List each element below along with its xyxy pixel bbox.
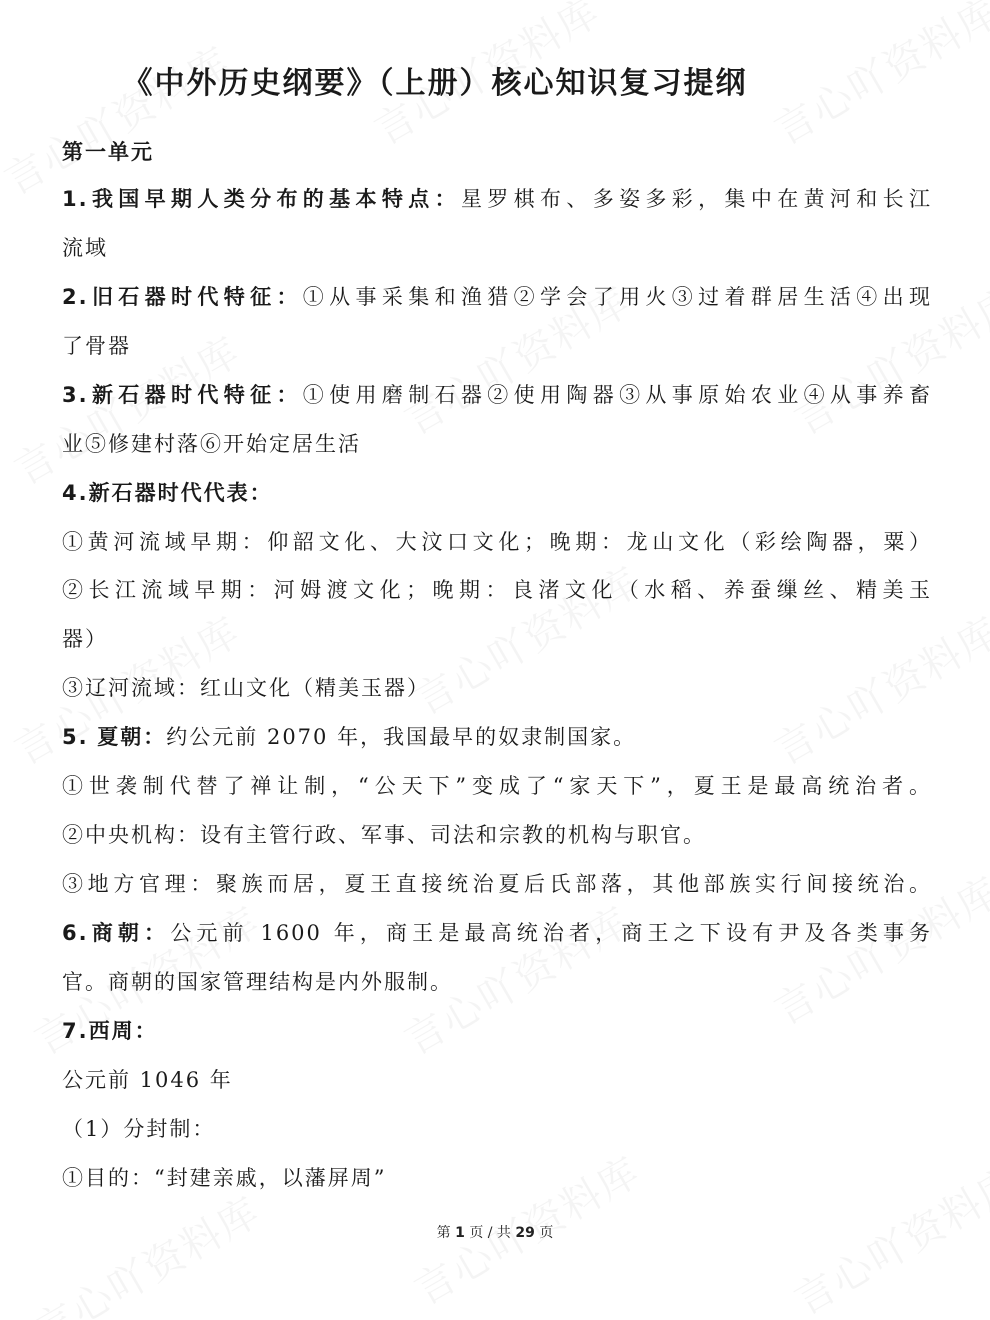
item-4-line-2: ②长江流域早期：河姆渡文化；晚期：良渚文化（水稻、养蚕缫丝、精美玉 <box>62 578 932 602</box>
item-5-line-3: ③地方官理：聚族而居，夏王直接统治夏后氏部落，其他部族实行间接统治。 <box>62 872 932 896</box>
item-7: 7.西周： <box>62 1019 158 1043</box>
item-4-line-1: ①黄河流域早期：仰韶文化、大汶口文化；晚期：龙山文化（彩绘陶器，粟） <box>62 530 932 554</box>
item-5-line-1: ①世袭制代替了禅让制，“公天下”变成了“家天下”，夏王是最高统治者。 <box>62 774 932 798</box>
item-4-line-2-cont: 器） <box>62 627 108 651</box>
item-2-cont: 了骨器 <box>62 334 131 358</box>
item-4-line-3: ③辽河流域：红山文化（精美玉器） <box>62 676 430 700</box>
item-1-cont: 流域 <box>62 236 108 260</box>
item-1: 1.我国早期人类分布的基本特点：星罗棋布、多姿多彩，集中在黄河和长江 <box>62 187 932 211</box>
item-6-cont: 官。商朝的国家管理结构是内外服制。 <box>62 970 453 994</box>
item-7-line-1: 公元前 1046 年 <box>62 1068 233 1092</box>
unit-heading: 第一单元 <box>62 140 154 164</box>
page-total: 29 <box>515 1225 535 1241</box>
page-footer: 第 1 页 / 共 29 页 <box>436 1225 554 1241</box>
item-3-cont: 业⑤修建村落⑥开始定居生活 <box>62 432 361 456</box>
document-title: 《中外历史纲要》（上册）核心知识复习提纲 <box>122 66 748 101</box>
item-3: 3.新石器时代特征：①使用磨制石器②使用陶器③从事原始农业④从事养畜 <box>62 383 932 407</box>
item-5-line-2: ②中央机构：设有主管行政、军事、司法和宗教的机构与职官。 <box>62 823 706 847</box>
watermark <box>23 1181 270 1320</box>
page-number: 1 <box>455 1225 465 1241</box>
item-6: 6.商朝：公元前 1600 年，商王是最高统治者，商王之下设有尹及各类事务 <box>62 921 932 945</box>
item-4: 4.新石器时代代表： <box>62 481 273 505</box>
item-7-line-2: （1）分封制： <box>62 1117 216 1141</box>
item-2: 2.旧石器时代特征：①从事采集和渔猎②学会了用火③过着群居生活④出现 <box>62 285 932 309</box>
item-7-line-3: ①目的：“封建亲戚，以藩屏周” <box>62 1166 387 1190</box>
item-5: 5. 夏朝：约公元前 2070 年，我国最早的奴隶制国家。 <box>62 725 637 749</box>
